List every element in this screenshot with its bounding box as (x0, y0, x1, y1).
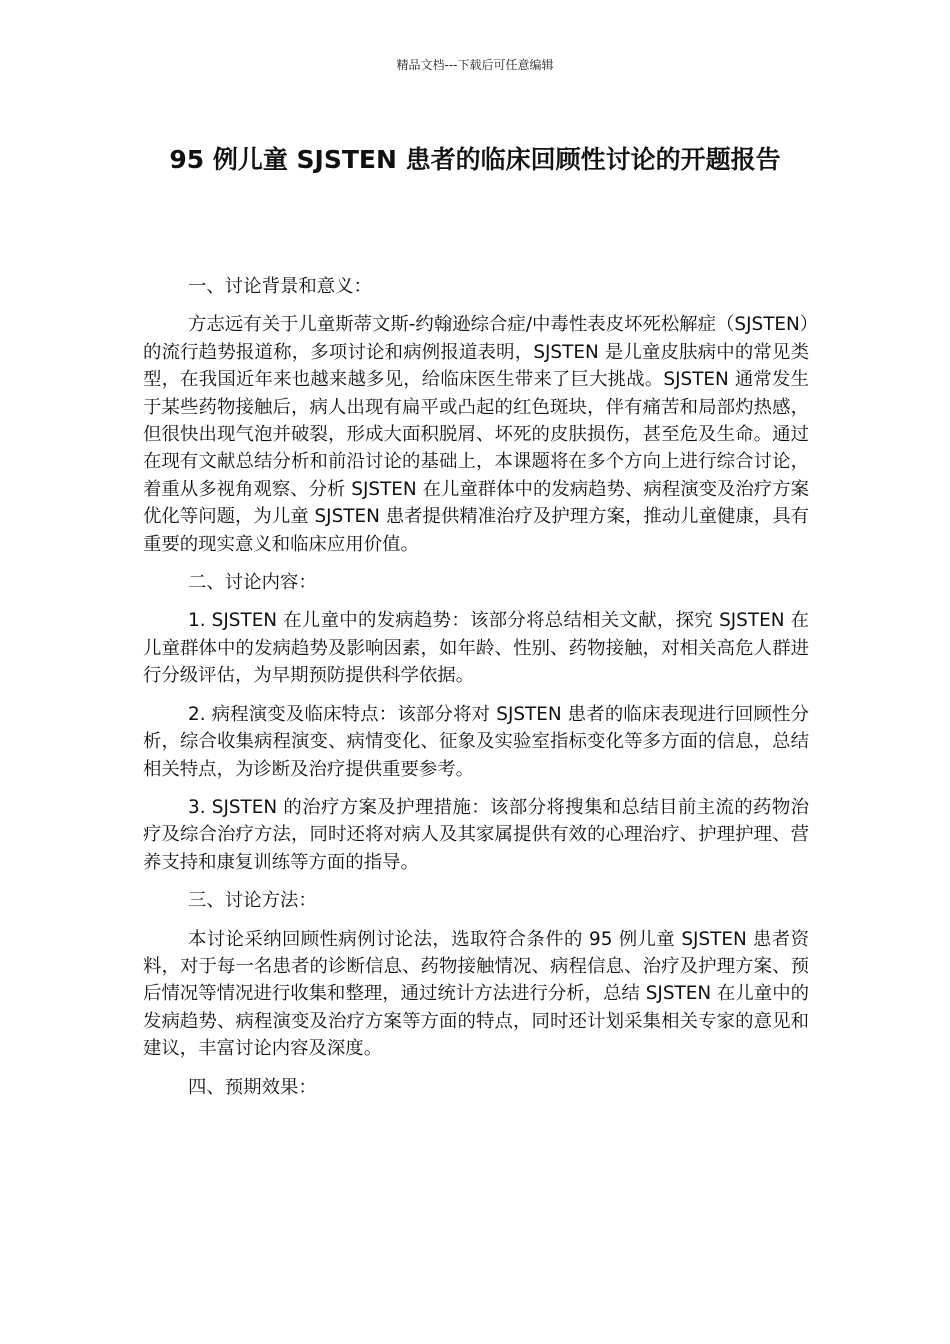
content-item-1: 1. SJSTEN 在儿童中的发病趋势：该部分将总结相关文献，探究 SJSTEN 在儿童群体中的发病趋势及影响因素，如年龄、性别、药物接触，对相关高危人群进行分级评估，为早期预防提供科学依据。 (143, 610, 809, 687)
content-item-3: 3. SJSTEN 的治疗方案及护理措施：该部分将搜集和总结目前主流的药物治疗及综合治疗方法，同时还将对病人及其家属提供有效的心理治疗、护理护理、营养支持和康复训练等方面的指导。 (143, 796, 809, 873)
page-header: 精品文档---下载后可任意编辑 (396, 58, 554, 72)
background-paragraph: 方志远有关于儿童斯蒂文斯-约翰逊综合症/中毒性表皮坏死松解症（SJSTEN）的流行趋势报道称，多项讨论和病例报道表明，SJSTEN 是儿童皮肤病中的常见类型，在我国近年来也越来越多见，给临床医生带来了巨大挑战。SJSTEN 通常发生于某些药物接触后，病人出现有扁平或凸起的红色斑块，伴有痛苦和局部灼热感，但很快出现气泡并破裂，形成大面积脱屑、坏死的皮肤损伤，甚至危及生命。通过在现有文献总结分析和前沿讨论的基础上，本课题将在多个方向上进行综合讨论，着重从多视角观察、分析 SJSTEN 在儿童群体中的发病趋势、病程演变及治疗方案优化等问题，为儿童 SJSTEN 患者提供精准治疗及护理方案，推动儿童健康，具有重要的现实意义和临床应用价值。 (143, 314, 809, 555)
section-heading-content: 二、讨论内容： (188, 572, 317, 594)
document-title: 95 例儿童 SJSTEN 患者的临床回顾性讨论的开题报告 (169, 145, 781, 174)
content-item-2: 2. 病程演变及临床特点：该部分将对 SJSTEN 患者的临床表现进行回顾性分析，综合收集病程演变、病情变化、征象及实验室指标变化等多方面的信息，总结相关特点，为诊断及治疗提供重要参考。 (143, 703, 809, 780)
method-paragraph: 本讨论采纳回顾性病例讨论法，选取符合条件的 95 例儿童 SJSTEN 患者资料，对于每一名患者的诊断信息、药物接触情况、病程信息、治疗及护理方案、预后情况等情况进行收集和整理，通过统计方法进行分析，总结 SJSTEN 在儿童中的发病趋势、病程演变及治疗方案等方面的特点，同时还计划采集相关专家的意见和建议，丰富讨论内容及深度。 (143, 928, 809, 1060)
section-heading-expected: 四、预期效果： (188, 1076, 317, 1098)
section-heading-method: 三、讨论方法： (188, 890, 317, 912)
section-heading-background: 一、讨论背景和意义： (188, 276, 372, 297)
document-body (143, 273, 809, 1112)
